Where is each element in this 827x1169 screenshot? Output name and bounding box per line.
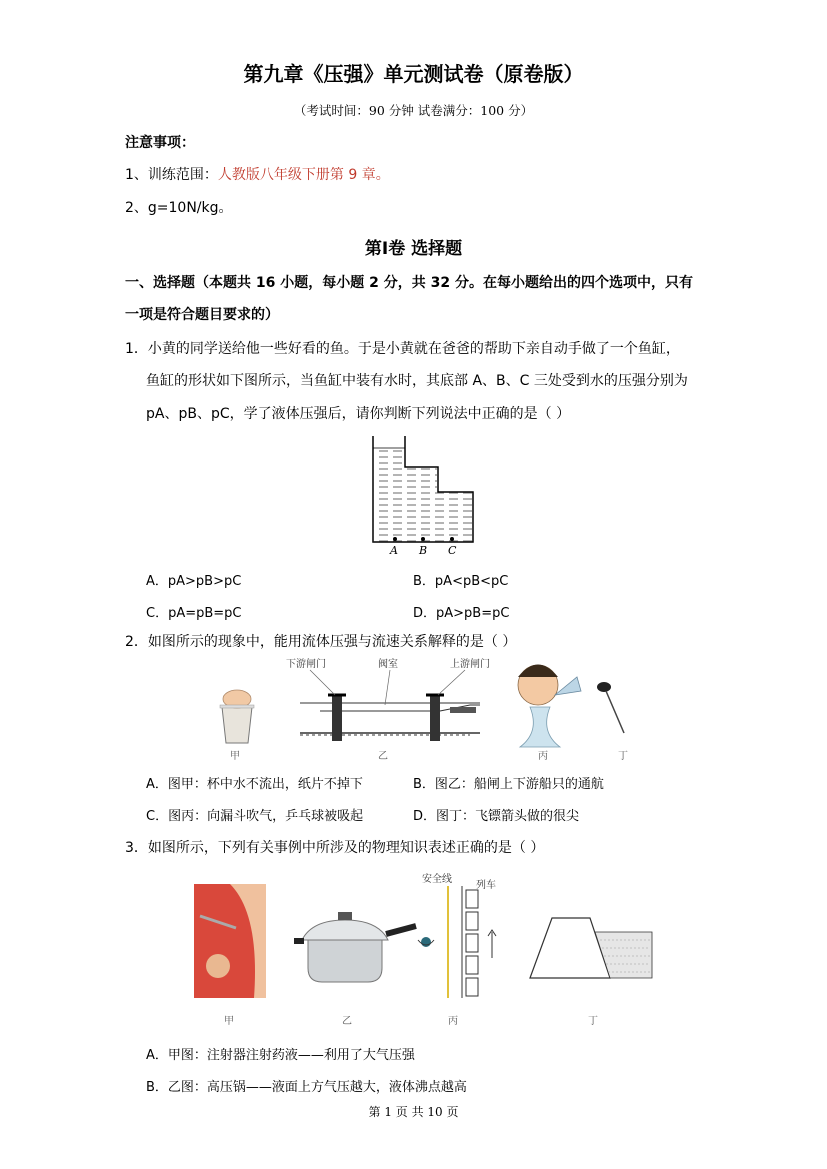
label-upstream-gate: 上游闸门 (450, 659, 490, 670)
q3-stem: 3．如图所示，下列有关事例中所涉及的物理知识表述正确的是（ ） (125, 840, 545, 856)
q2-stem: 2．如图所示的现象中，能用流体压强与流速关系解释的是（ ） (125, 634, 517, 650)
section-intro-line1: 一、选择题（本题共 16 小题，每小题 2 分，共 32 分。在每小题给出的四个选项中，只有 (125, 275, 693, 291)
notes-item-2: 2、g=10N/kg。 (125, 200, 233, 216)
label-bing: 丙 (538, 751, 548, 762)
q2-figure (200, 655, 650, 767)
q1-option-d[interactable]: D．pA>pB=pC (413, 606, 510, 621)
q1-fish-tank-figure (365, 430, 480, 560)
label-ding: 丁 (588, 1016, 598, 1027)
section-title: 第Ⅰ卷 选择题 (364, 239, 463, 259)
q3-figure-jia (194, 884, 266, 1027)
label-a: A (390, 544, 398, 557)
q3-option-a[interactable]: A．甲图：注射器注射药液——利用了大气压强 (146, 1048, 415, 1063)
q2-figure-jia (220, 690, 254, 762)
q1-stem-line2: 鱼缸的形状如下图所示，当鱼缸中装有水时，其底部 A、B、C 三处受到水的压强分别为 (146, 373, 688, 389)
q2-option-c[interactable]: C．图丙：向漏斗吹气，乒乓球被吸起 (146, 809, 364, 824)
page-number: 第 1 页 共 10 页 (368, 1105, 459, 1119)
q2-figure-bing (518, 665, 581, 763)
q3-figure-ding (530, 918, 652, 1027)
section-intro-line2: 一项是符合题目要求的） (125, 307, 279, 323)
point-c (450, 537, 454, 541)
page-title: 第九章《压强》单元测试卷（原卷版） (243, 62, 584, 86)
notes-item-1 (125, 165, 390, 185)
point-a (393, 537, 397, 541)
q3-figure-yi (294, 912, 416, 1027)
q1-stem-line3: pA、pB、pC，学了液体压强后，请你判断下列说法中正确的是（ ） (146, 406, 571, 422)
q1-option-c[interactable]: C．pA=pB=pC (146, 606, 242, 621)
point-b (421, 537, 425, 541)
tank-water (373, 448, 473, 542)
label-downstream-gate: 下游闸门 (286, 659, 326, 670)
q2-option-a[interactable]: A．图甲：杯中水不流出，纸片不掉下 (146, 777, 363, 792)
label-b: B (419, 544, 428, 557)
label-yi: 乙 (342, 1016, 352, 1027)
q2-figure-ding (597, 682, 628, 762)
q3-option-b[interactable]: B．乙图：高压锅——液面上方气压越大，液体沸点越高 (146, 1080, 467, 1095)
label-safety-line: 安全线 (422, 874, 452, 885)
q3-figure (190, 868, 665, 1030)
label-c: C (448, 544, 457, 557)
label-ding: 丁 (618, 751, 628, 762)
label-jia: 甲 (230, 751, 240, 762)
q2-option-d[interactable]: D．图丁：飞镖箭头做的很尖 (413, 809, 580, 824)
label-valve: 阀室 (378, 659, 398, 670)
label-bing: 丙 (448, 1016, 458, 1027)
notes-heading: 注意事项： (125, 135, 195, 151)
q1-stem-line1: 1．小黄的同学送给他一些好看的鱼。于是小黄就在爸爸的帮助下亲自动手做了一个鱼缸， (125, 341, 680, 357)
label-jia: 甲 (224, 1016, 234, 1027)
label-yi: 乙 (378, 751, 388, 762)
q2-option-b[interactable]: B．图乙：船闸上下游船只的通航 (413, 777, 604, 792)
label-train: 列车 (476, 880, 496, 891)
notes-item-1-label: 1、训练范围： (125, 167, 218, 183)
q1-option-a[interactable]: A．pA>pB>pC (146, 574, 242, 589)
notes-item-1-scope: 人教版八年级下册第 9 章。 (217, 167, 390, 183)
q1-option-b[interactable]: B．pA<pB<pC (413, 574, 509, 589)
q2-figure-yi (286, 657, 490, 762)
exam-info: （考试时间：90 分钟 试卷满分：100 分） (293, 103, 534, 118)
q3-figure-bing (418, 872, 496, 1027)
